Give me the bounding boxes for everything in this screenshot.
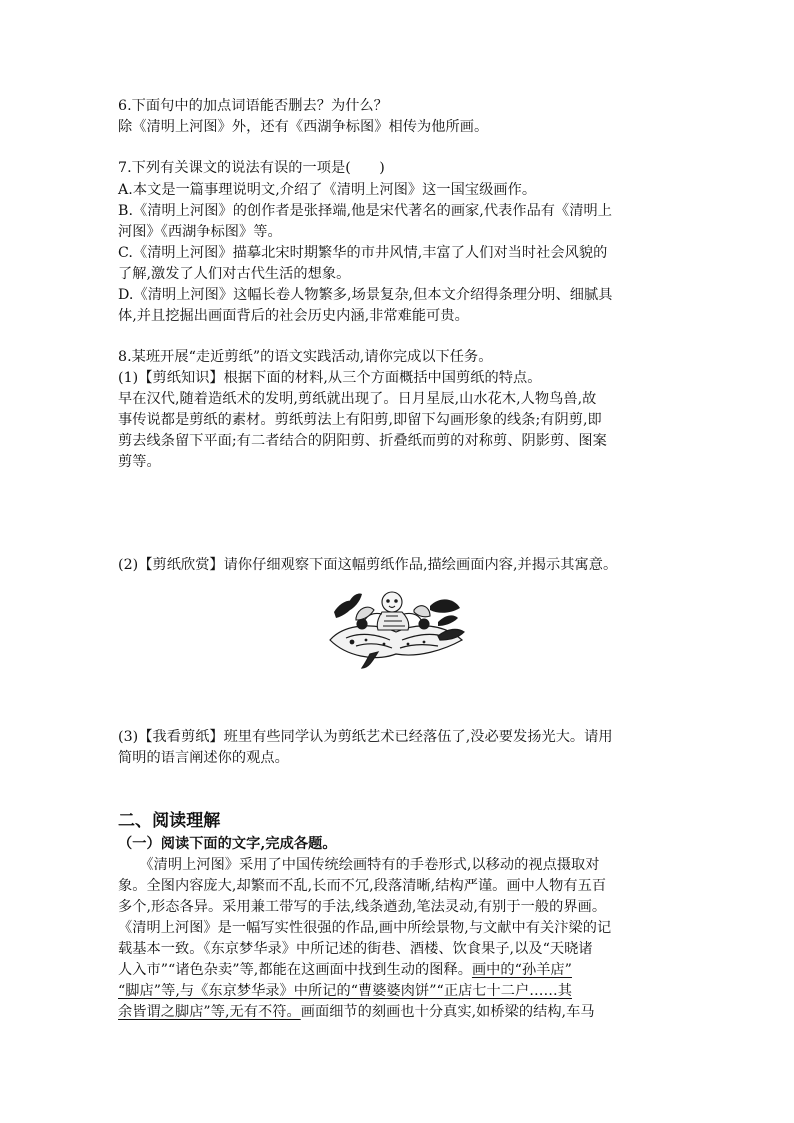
- q8-material-line3: 剪去线条留下平面;有二者结合的阴阳剪、折叠纸而剪的对称剪、阴影剪、图案: [118, 433, 607, 449]
- passage-line3: 多个,形态各异。采用兼工带写的手法,线条遒劲,笔法灵动,有别于一般的界画。: [118, 899, 607, 915]
- passage-underlined-middle: “脚店”等,与《东京梦华录》中所记的“曹婆婆肉饼”“正店七十二户……其: [118, 983, 572, 999]
- q7-option-a: A.本文是一篇事理说明文,介绍了《清明上河图》这一国宝级画作。: [118, 182, 537, 198]
- passage-line8: [118, 1002, 595, 1022]
- passage-line6-plain: 人入市”“诸色杂卖”等,都能在这画面中找到生动的图释。: [118, 962, 472, 978]
- reading-sub-heading: （一）阅读下面的文字,完成各题。: [118, 836, 337, 852]
- q7-option-b-line2: 河图》《西湖争标图》等。: [118, 224, 282, 240]
- q7-option-b-line1: B.《清明上河图》的创作者是张择端,他是宋代著名的画家,代表作品有《清明上: [118, 203, 612, 219]
- q8-task3-line1: (3)【我看剪纸】班里有些同学认为剪纸艺术已经落伍了,没必要发扬光大。请用: [118, 729, 613, 745]
- q7-option-d-line1: D.《清明上河图》这幅长卷人物繁多,场景复杂,但本文介绍得条理分明、细腻具: [118, 287, 613, 303]
- q7-option-c-line2: 了解,激发了人们对古代生活的想象。: [118, 266, 351, 282]
- q8-material-line1: 早在汉代,随着造纸术的发明,剪纸就出现了。日月星辰,山水花木,人物鸟兽,故: [118, 391, 597, 407]
- q8-material-line4: 剪等。: [118, 454, 161, 470]
- q7-option-c-line1: C.《清明上河图》描摹北宋时期繁华的市井风情,丰富了人们对当时社会风貌的: [118, 245, 608, 261]
- q6-question: 6.下面句中的加点词语能否删去？为什么？: [118, 98, 388, 114]
- q8-task1: (1)【剪纸知识】根据下面的材料,从三个方面概括中国剪纸的特点。: [118, 370, 542, 386]
- passage-line8-plain: 画面细节的刻画也十分真实,如桥梁的结构,车马: [300, 1004, 595, 1020]
- q8-material-line2: 事传说都是剪纸的素材。剪纸剪法上有阳剪,即留下勾画形象的线条;有阴剪,即: [118, 412, 602, 428]
- section-heading: 二、阅读理解: [118, 811, 221, 831]
- q6-sentence: 除《清明上河图》外，还有《西湖争标图》相传为他所画。: [118, 119, 489, 135]
- passage-line4: 《清明上河图》是一幅写实性很强的作品,画中所绘景物,与文献中有关汴梁的记: [118, 920, 612, 936]
- passage-underlined-start: 画中的“孙羊店”: [471, 962, 572, 978]
- paper-cut-child-fish-image: [326, 588, 466, 670]
- q7-option-d-line2: 体,并且挖掘出画面背后的社会历史内涵,非常难能可贵。: [118, 308, 469, 324]
- q7-stem: 7.下列有关课文的说法有误的一项是( ): [118, 160, 385, 176]
- passage-line7: [118, 981, 572, 1001]
- q8-task2: (2)【剪纸欣赏】请你仔细观察下面这幅剪纸作品,描绘画面内容,并揭示其寓意。: [118, 557, 618, 573]
- q8-intro: 8.某班开展“走近剪纸”的语文实践活动,请你完成以下任务。: [118, 349, 493, 365]
- passage-line6: [118, 960, 572, 980]
- q8-task3-line2: 简明的语言阐述你的观点。: [118, 750, 289, 766]
- passage-line2: 象。全图内容庞大,却繁而不乱,长而不冗,段落清晰,结构严谨。画中人物有五百: [118, 878, 607, 894]
- passage-line5: 载基本一致。《东京梦华录》中所记述的街巷、酒楼、饮食果子,以及“天晓诸: [118, 941, 593, 957]
- passage-line1: 《清明上河图》采用了中国传统绘画特有的手卷形式,以移动的视点摄取对: [118, 857, 600, 873]
- passage-underlined-end: 余皆谓之脚店”等,无有不符。: [118, 1004, 301, 1020]
